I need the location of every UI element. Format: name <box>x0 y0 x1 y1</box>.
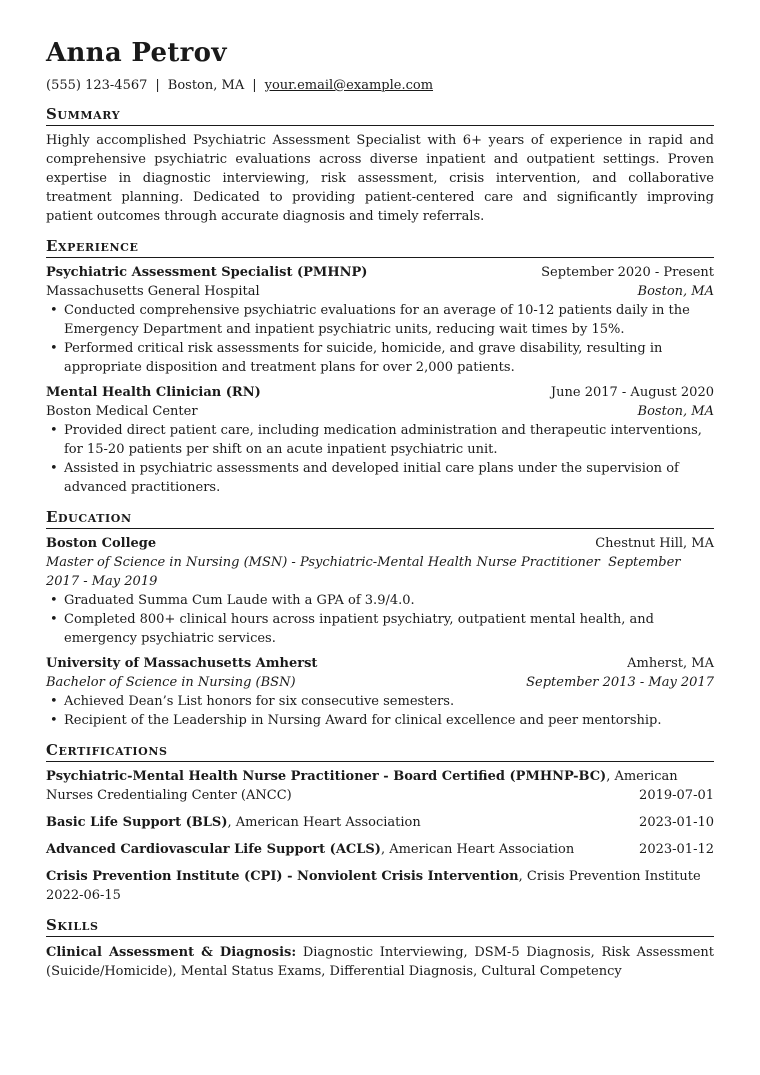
job-bullets <box>46 421 714 497</box>
section-heading-skills: Skills <box>46 916 714 937</box>
certification-issuer-cont: Nurses Credentialing Center (ANCC) <box>46 788 292 803</box>
contact-separator: | <box>252 78 257 93</box>
school-name: University of Massachusetts Amherst <box>46 656 318 671</box>
degree-dates: September 2013 - May 2017 <box>526 675 714 690</box>
school-location: Amherst, MA <box>627 656 714 671</box>
school-location: Chestnut Hill, MA <box>595 536 714 551</box>
education-bullets <box>46 692 714 730</box>
certification-date: 2023-01-10 <box>639 815 714 830</box>
certification-entry <box>46 813 714 832</box>
list-item: • Achieved Dean’s List honors for six consecutive semesters. <box>46 692 714 711</box>
list-item: • Completed 800+ clinical hours across inpatient psychiatry, outpatient mental health, and emergency psychiatric services. <box>46 610 714 648</box>
degree-name: Master of Science in Nursing (MSN) - Psychiatric-Mental Health Nurse Practitioner <box>46 555 600 570</box>
skills-entry <box>46 943 714 981</box>
resume-page <box>46 0 714 981</box>
education-entry <box>46 654 714 730</box>
list-item: • Assisted in psychiatric assessments and developed initial care plans under the supervision of advanced practitioners. <box>46 459 714 497</box>
education-bullets <box>46 591 714 648</box>
contact-line <box>46 77 714 94</box>
experience-entry <box>46 383 714 497</box>
contact-email-link[interactable]: your.email@example.com <box>264 78 434 93</box>
job-dates: June 2017 - August 2020 <box>550 385 714 400</box>
list-item: • Recipient of the Leadership in Nursing Award for clinical excellence and peer mentorship. <box>46 711 714 730</box>
job-title: Mental Health Clinician (RN) <box>46 385 261 400</box>
certification-name: Psychiatric-Mental Health Nurse Practitioner - Board Certified (PMHNP-BC) <box>46 769 607 784</box>
certification-date: 2023-01-12 <box>639 842 714 857</box>
degree-name: Bachelor of Science in Nursing (BSN) <box>46 675 296 690</box>
certification-entry <box>46 867 714 905</box>
degree-dates: September 2017 - May 2019 <box>46 555 681 589</box>
list-item: • Provided direct patient care, including medication administration and therapeutic interventions, for 15-20 patients per shift on an acute inpatient psychiatric unit. <box>46 421 714 459</box>
list-item: • Graduated Summa Cum Laude with a GPA of 3.9/4.0. <box>46 591 714 610</box>
section-heading-experience: Experience <box>46 237 714 258</box>
education-entry <box>46 534 714 648</box>
job-dates: September 2020 - Present <box>541 265 714 280</box>
section-heading-summary: Summary <box>46 105 714 126</box>
degree-line <box>46 553 714 591</box>
job-title: Psychiatric Assessment Specialist (PMHNP) <box>46 265 368 280</box>
skill-category-label: Clinical Assessment & Diagnosis: <box>46 945 297 960</box>
experience-entry <box>46 263 714 377</box>
certification-date: 2019-07-01 <box>639 788 714 803</box>
job-organization: Massachusetts General Hospital <box>46 284 260 299</box>
certification-issuer: , American Heart Association <box>380 842 575 857</box>
contact-separator: | <box>155 78 160 93</box>
list-item: • Performed critical risk assessments for suicide, homicide, and grave disability, resulting in appropriate disposition and treatment plans for over 2,000 patients. <box>46 339 714 377</box>
section-heading-certifications: Certifications <box>46 741 714 762</box>
skill-list: Diagnostic Interviewing, DSM-5 Diagnosis, Risk Assessment (Suicide/Homicide), Mental Status Exams, Differential Diagnosis, Cultural Competency <box>46 945 714 979</box>
certification-entry <box>46 767 714 805</box>
certification-issuer: , Crisis Prevention Institute <box>518 869 701 884</box>
section-heading-education: Education <box>46 508 714 529</box>
school-name: Boston College <box>46 536 157 551</box>
certification-date: 2022-06-15 <box>46 888 121 903</box>
job-bullets <box>46 301 714 377</box>
certification-entry <box>46 840 714 859</box>
job-organization: Boston Medical Center <box>46 404 198 419</box>
certification-name: Advanced Cardiovascular Life Support (ACLS) <box>46 842 381 857</box>
certification-name: Crisis Prevention Institute (CPI) - Nonviolent Crisis Intervention <box>46 869 519 884</box>
job-location: Boston, MA <box>637 284 714 299</box>
contact-phone: (555) 123-4567 <box>46 78 148 93</box>
job-location: Boston, MA <box>637 404 714 419</box>
certification-issuer: , American <box>606 769 678 784</box>
summary-text: Highly accomplished Psychiatric Assessment Specialist with 6+ years of experience in rapid and comprehensive psychiatric evaluations across diverse inpatient and outpatient settings. Proven expertise in diagnostic interviewing, risk assessment, crisis intervention, and collaborative treatment planning. Dedicated to providing patient-centered care and significantly improving patient outcomes through accurate diagnosis and timely referrals. <box>46 133 714 224</box>
certification-name: Basic Life Support (BLS) <box>46 815 228 830</box>
certification-issuer: , American Heart Association <box>227 815 421 830</box>
list-item: • Conducted comprehensive psychiatric evaluations for an average of 10-12 patients daily in the Emergency Department and inpatient psychiatric units, reducing wait times by 15%. <box>46 301 714 339</box>
contact-location: Boston, MA <box>167 78 245 93</box>
candidate-name: Anna Petrov <box>46 38 227 68</box>
